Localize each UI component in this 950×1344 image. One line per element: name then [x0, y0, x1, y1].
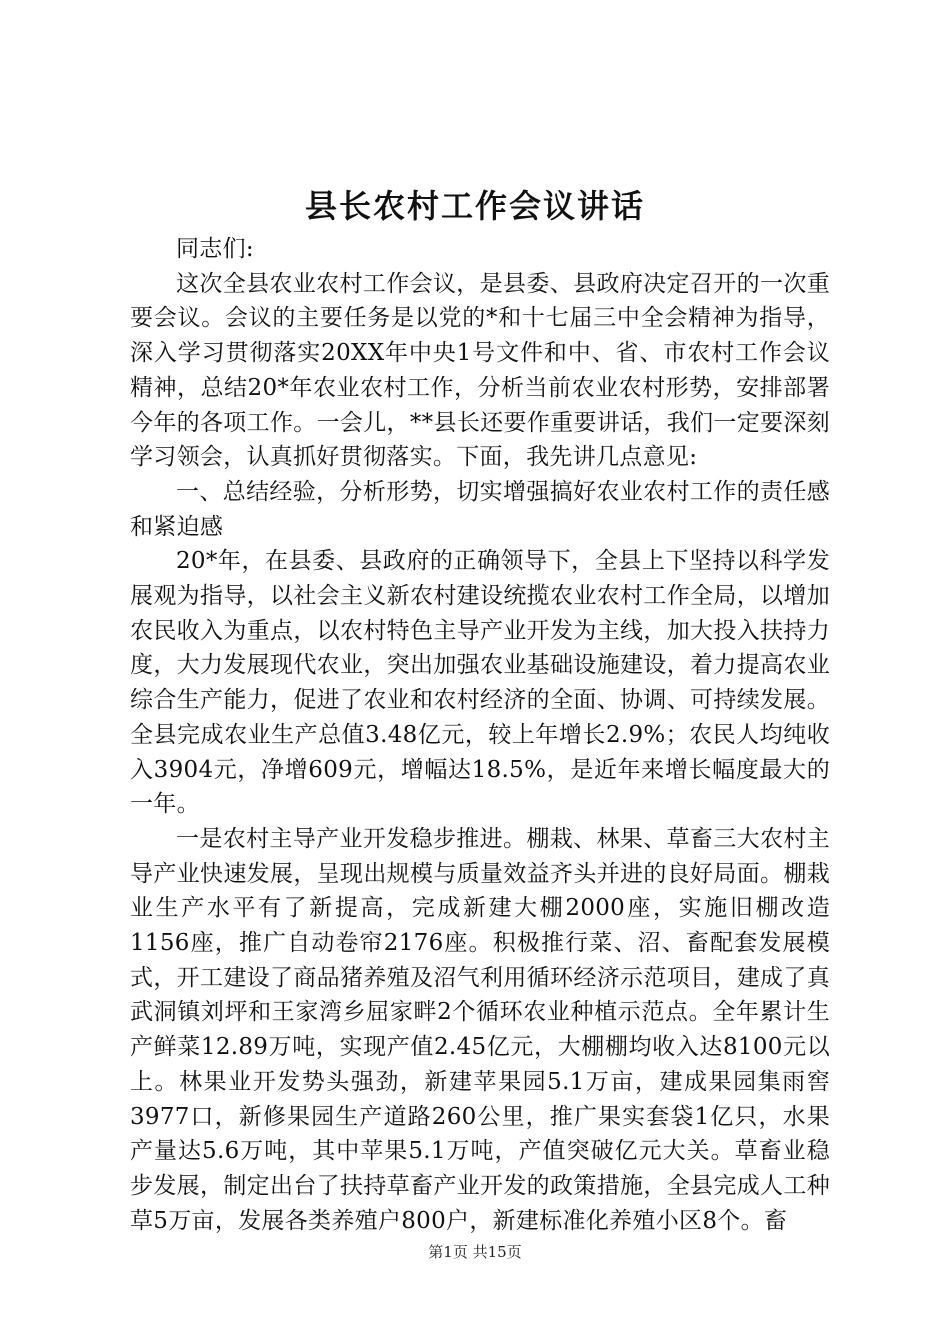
page-footer: 第1页 共15页 [428, 1243, 522, 1261]
paragraph-summary: 20*年，在县委、县政府的正确领导下，全县上下坚持以科学发展观为指导，以社会主义新农村建设统揽农业农村工作全局，以增加农民收入为重点，以农村特色主导产业开发为主线，加大投入扶持力度，大力发展现代农业，突出加强农业基础设施建设，着力提高农业综合生产能力，促进了农业和农村经济的全面、协调、可持续发展。全县完成农业生产总值3.48亿元，较上年增长2.9%；农民人均纯收入3904元，净增609元，增幅达18.5%，是近年来增长幅度最大的一年。 [130, 548, 830, 818]
paragraph-industry: 一是农村主导产业开发稳步推进。棚栽、林果、草畜三大农村主导产业快速发展，呈现出规模与质量效益齐头并进的良好局面。棚栽业生产水平有了新提高，完成新建大棚2000座，实施旧棚改造1156座，推广自动卷帘2176座。积极推行菜、沼、畜配套发展模式，开工建设了商品猪养殖及沼气利用循环经济示范项目，建成了真武洞镇刘坪和王家湾乡屈家畔2个循环农业种植示范点。全年累计生产鲜菜12.89万吨，实现产值2.45亿元，大棚棚均收入达8100元以上。林果业开发势头强劲，新建苹果园5.1万亩，建成果园集雨窖3977口，新修果园生产道路260公里，推广果实套袋1亿只，水果产量达5.6万吨，其中苹果5.1万吨，产值突破亿元大关。草畜业稳步发展，制定出台了扶持草畜产业开发的政策措施，全县完成人工种草5万亩，发展各类养殖户800户，新建标准化养殖小区8个。畜 [130, 825, 830, 1234]
paragraph-intro: 这次全县农业农村工作会议，是县委、县政府决定召开的一次重要会议。会议的主要任务是以党的*和十七届三中全会精神为指导，深入学习贯彻落实20XX年中央1号文件和中、省、市农村工作会议精神，总结20*年农业农村工作，分析当前农业农村形势，安排部署今年的各项工作。一会儿，**县长还要作重要讲话，我们一定要深刻学习领会，认真抓好贯彻落实。下面，我先讲几点意见: [130, 270, 830, 471]
document-title: 县长农村工作会议讲话 [304, 187, 645, 225]
section-heading-1: 一、总结经验，分析形势，切实增强搞好农业农村工作的责任感和紧迫感 [130, 478, 830, 540]
salutation: 同志们: [176, 236, 254, 262]
document-body [130, 232, 830, 1238]
